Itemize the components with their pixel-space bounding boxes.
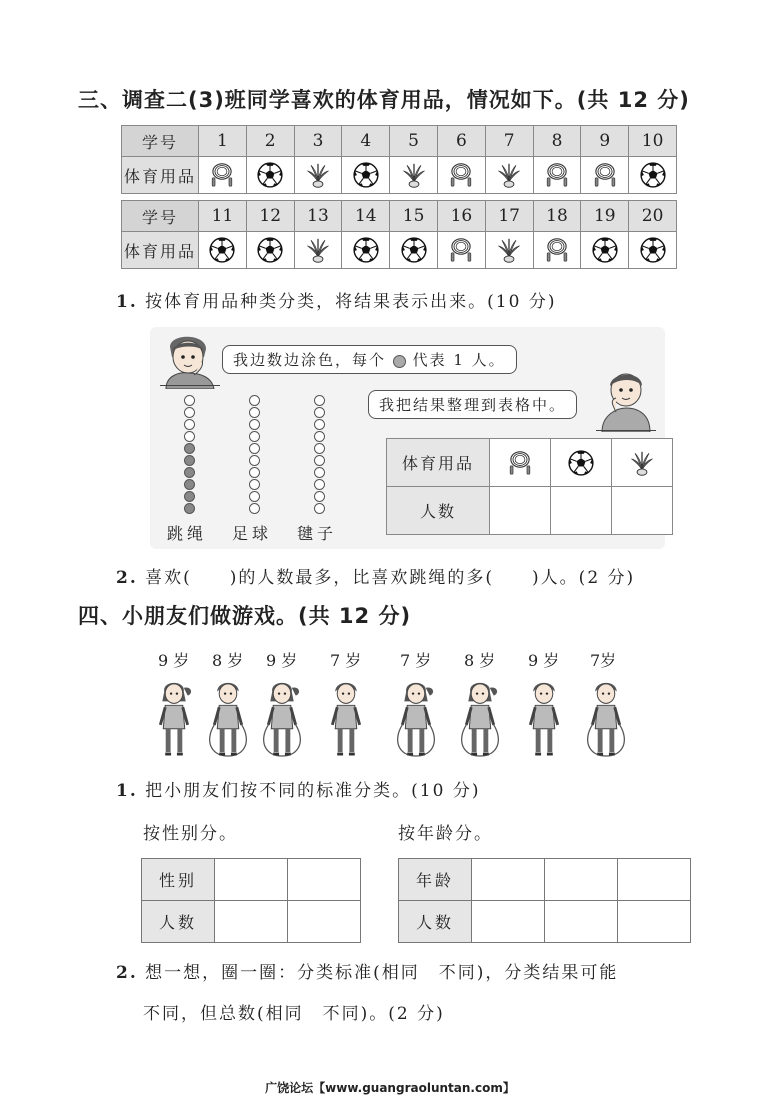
child-age-label: 9 岁 (266, 651, 298, 670)
shuttlecock-icon (495, 236, 523, 264)
line-under-avatar (160, 385, 220, 386)
child-age-label: 9 岁 (528, 651, 560, 670)
bead[interactable] (184, 443, 195, 454)
survey-item-cell (629, 157, 677, 194)
bead[interactable] (249, 455, 260, 466)
survey-id-cell: 2 (246, 126, 294, 157)
survey-item-cell (390, 157, 438, 194)
gender-count-label: 人数 (142, 901, 215, 943)
soccer-ball-icon (352, 236, 380, 264)
s4-q1-number: 1. (116, 781, 138, 801)
bead[interactable] (184, 455, 195, 466)
survey-id-cell: 16 (437, 201, 485, 232)
survey-item-cell (437, 232, 485, 269)
bead[interactable] (249, 395, 260, 406)
bead[interactable] (249, 431, 260, 442)
shuttlecock-icon (400, 161, 428, 189)
survey-spacer (122, 194, 677, 201)
result-table (386, 438, 673, 535)
boy-figure-icon (586, 678, 626, 758)
survey-item-cell (342, 157, 390, 194)
section3-title: 三、调查二(3)班同学喜欢的体育用品，情况如下。(共 12 分) (78, 88, 690, 112)
gender-cell-2[interactable] (288, 859, 361, 901)
soccer-ball-icon (400, 236, 428, 264)
survey-id-cell: 13 (294, 201, 342, 232)
survey-item-label: 体育用品 (122, 157, 199, 194)
age-count-2[interactable] (545, 901, 618, 943)
soccer-ball-icon (567, 449, 595, 477)
s3-q1-text-main: 按体育用品种类分类，将结果表示出来。(10 分) (145, 292, 557, 312)
survey-id-row (122, 201, 677, 232)
bead[interactable] (184, 467, 195, 478)
result-rope-cell (490, 439, 551, 487)
result-item-label: 体育用品 (387, 439, 490, 487)
soccer-ball-icon (352, 161, 380, 189)
gender-count-2[interactable] (288, 901, 361, 943)
survey-item-cell (581, 232, 629, 269)
survey-id-cell: 12 (246, 201, 294, 232)
survey-item-cell (533, 232, 581, 269)
line-under-avatar-2 (596, 430, 656, 431)
s4-q2-line1: 想一想，圈一圈：分类标准(相同 不同)，分类结果可能 (145, 963, 619, 983)
bubble1-text-before: 我边数边涂色，每个 (233, 351, 387, 369)
soccer-ball-icon (591, 236, 619, 264)
survey-id-cell: 15 (390, 201, 438, 232)
result-shuttle-cell (612, 439, 673, 487)
result-ball-cell (551, 439, 612, 487)
result-ball-count-input[interactable] (551, 487, 612, 535)
shuttlecock-icon (628, 449, 656, 477)
survey-item-cell (437, 157, 485, 194)
soccer-ball-icon (256, 236, 284, 264)
s4-q2-line2: 不同，但总数(相同 不同)。(2 分) (143, 1004, 445, 1024)
bead[interactable] (314, 395, 325, 406)
survey-id-cell: 3 (294, 126, 342, 157)
girl-figure-icon (460, 678, 500, 758)
girl-figure-icon (154, 678, 194, 758)
bead-legend-icon (393, 355, 406, 368)
boy-figure-icon (208, 678, 248, 758)
bead[interactable] (249, 479, 260, 490)
age-label: 年龄 (399, 859, 472, 901)
survey-item-row (122, 157, 677, 194)
gender-label: 性别 (142, 859, 215, 901)
s4-q1-text: 把小朋友们按不同的标准分类。(10 分) (145, 781, 481, 801)
shuttlecock-icon (304, 161, 332, 189)
bead-column-label: 跳绳 (167, 524, 208, 543)
bead[interactable] (184, 503, 195, 514)
child-age-label: 8 岁 (212, 651, 244, 670)
boy-figure-icon (326, 678, 366, 758)
survey-id-cell: 7 (485, 126, 533, 157)
girl-figure-icon (262, 678, 302, 758)
age-cell-3[interactable] (618, 859, 691, 901)
age-cell-1[interactable] (472, 859, 545, 901)
result-shuttle-count-input[interactable] (612, 487, 673, 535)
bead[interactable] (314, 431, 325, 442)
bead-column-label: 毽子 (297, 524, 338, 543)
age-count-1[interactable] (472, 901, 545, 943)
shuttlecock-icon (304, 236, 332, 264)
survey-id-cell: 6 (437, 126, 485, 157)
bead[interactable] (314, 443, 325, 454)
gender-cell-1[interactable] (215, 859, 288, 901)
bead[interactable] (314, 503, 325, 514)
survey-id-cell: 18 (533, 201, 581, 232)
child-age-label: 7岁 (590, 651, 617, 670)
survey-id-cell: 20 (629, 201, 677, 232)
survey-item-cell (199, 157, 247, 194)
survey-item-cell (485, 157, 533, 194)
survey-item-cell (294, 232, 342, 269)
bead[interactable] (314, 419, 325, 430)
bead[interactable] (249, 491, 260, 502)
jump-rope-icon (208, 161, 236, 189)
footer: 广饶论坛【www.guangraoluntan.com】 (265, 1081, 515, 1095)
bead[interactable] (314, 491, 325, 502)
survey-item-cell (581, 157, 629, 194)
bead-column (246, 395, 262, 515)
speech-bubble-1 (222, 345, 517, 374)
survey-item-cell (294, 157, 342, 194)
gender-table (141, 858, 361, 943)
s4-q2-number: 2. (116, 963, 138, 983)
s3-q1-number: 1. (116, 292, 138, 312)
bead[interactable] (314, 407, 325, 418)
s4-question-1 (116, 776, 480, 801)
boy-avatar-icon (160, 327, 220, 389)
boy-figure-icon (524, 678, 564, 758)
survey-id-cell: 11 (199, 201, 247, 232)
s3-q2-number: 2. (116, 568, 138, 588)
bead[interactable] (249, 407, 260, 418)
jump-rope-icon (447, 161, 475, 189)
bead[interactable] (314, 467, 325, 478)
soccer-ball-icon (639, 236, 667, 264)
survey-id-row (122, 126, 677, 157)
bead[interactable] (184, 491, 195, 502)
survey-item-cell (342, 232, 390, 269)
survey-item-cell (629, 232, 677, 269)
jump-rope-icon (591, 161, 619, 189)
s3-q2-text: 喜欢( )的人数最多，比喜欢跳绳的多( )人。(2 分) (145, 568, 636, 588)
bead[interactable] (249, 419, 260, 430)
child-age-label: 9 岁 (158, 651, 190, 670)
result-rope-count-input[interactable] (490, 487, 551, 535)
child-age-label: 7 岁 (330, 651, 362, 670)
bubble1-text-after: 代表 1 人。 (412, 351, 506, 369)
bead[interactable] (184, 479, 195, 490)
survey-item-cell (246, 157, 294, 194)
child-age-label: 8 岁 (464, 651, 496, 670)
survey-item-cell (199, 232, 247, 269)
age-table (398, 858, 691, 943)
bead-column-label: 足球 (232, 524, 273, 543)
survey-item-label: 体育用品 (122, 232, 199, 269)
bead[interactable] (184, 431, 195, 442)
survey-id-cell: 9 (581, 126, 629, 157)
s4-question-2 (116, 958, 618, 983)
bead-column (181, 395, 197, 515)
survey-id-cell: 19 (581, 201, 629, 232)
soccer-ball-icon (256, 161, 284, 189)
boy-avatar-2-icon (596, 368, 656, 432)
survey-item-cell (533, 157, 581, 194)
bead[interactable] (249, 443, 260, 454)
survey-table (121, 125, 677, 269)
child-age-label: 7 岁 (400, 651, 432, 670)
bead[interactable] (249, 503, 260, 514)
survey-id-cell: 14 (342, 201, 390, 232)
age-count-label: 人数 (399, 901, 472, 943)
soccer-ball-icon (639, 161, 667, 189)
result-count-label: 人数 (387, 487, 490, 535)
girl-figure-icon (396, 678, 436, 758)
bead[interactable] (184, 419, 195, 430)
survey-id-cell: 17 (485, 201, 533, 232)
bead-column (311, 395, 327, 515)
survey-id-label: 学号 (122, 201, 199, 232)
survey-id-cell: 10 (629, 126, 677, 157)
bead[interactable] (314, 455, 325, 466)
age-count-3[interactable] (618, 901, 691, 943)
jump-rope-icon (506, 449, 534, 477)
shuttlecock-icon (495, 161, 523, 189)
bead[interactable] (314, 479, 325, 490)
soccer-ball-icon (208, 236, 236, 264)
survey-item-cell (390, 232, 438, 269)
survey-id-cell: 4 (342, 126, 390, 157)
bead[interactable] (184, 407, 195, 418)
speech-bubble-2: 我把结果整理到表格中。 (368, 390, 577, 419)
survey-item-cell (246, 232, 294, 269)
section4-title: 四、小朋友们做游戏。(共 12 分) (78, 604, 412, 628)
s3-question-1 (116, 287, 556, 312)
s3-question-2 (116, 563, 635, 588)
survey-id-cell: 5 (390, 126, 438, 157)
jump-rope-icon (543, 236, 571, 264)
by-age-label: 按年龄分。 (398, 824, 493, 844)
bead[interactable] (184, 395, 195, 406)
gender-count-1[interactable] (215, 901, 288, 943)
survey-id-cell: 1 (199, 126, 247, 157)
survey-id-cell: 8 (533, 126, 581, 157)
survey-id-label: 学号 (122, 126, 199, 157)
bead[interactable] (249, 467, 260, 478)
jump-rope-icon (447, 236, 475, 264)
by-gender-label: 按性别分。 (143, 824, 238, 844)
survey-item-cell (485, 232, 533, 269)
jump-rope-icon (543, 161, 571, 189)
survey-item-row (122, 232, 677, 269)
age-cell-2[interactable] (545, 859, 618, 901)
